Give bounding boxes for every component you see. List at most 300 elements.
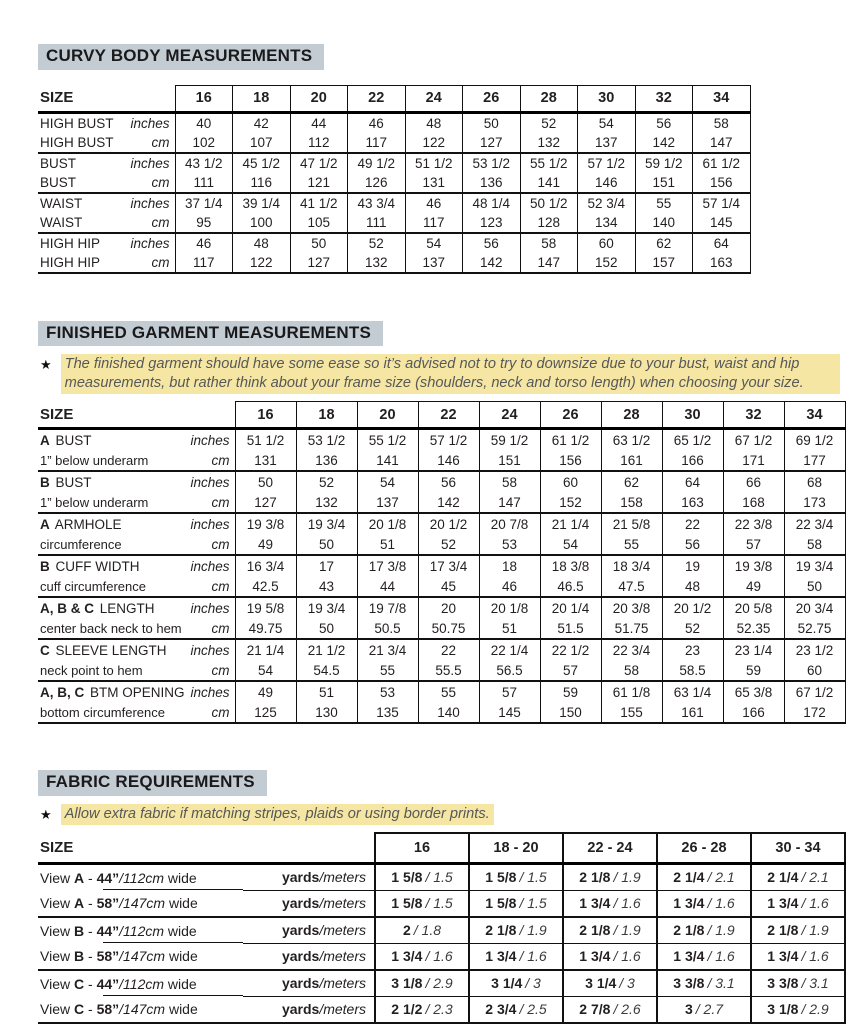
row-sublabel: HIGH HIP [40, 254, 101, 270]
value-cell-inches: 22 3/4 [784, 513, 845, 534]
yards-value: 1 3/4 [673, 948, 705, 965]
unit-inches-label: inches [130, 235, 170, 251]
value-cell-inches: 52 [296, 471, 357, 492]
value-cell-inches: 19 3/4 [296, 513, 357, 534]
value-cell-cm: 48 [662, 576, 723, 597]
meters-value: / 2.1 [801, 869, 829, 886]
value-cell-cm: 112 [290, 133, 348, 153]
yardage-cell [375, 863, 469, 890]
value-cell-cm: 136 [463, 173, 521, 193]
value-cell-cm: 146 [418, 450, 479, 471]
row-label [40, 559, 139, 574]
garment-note-text: The finished garment should have some ease so it’s advised not to try to downsize due to your bust, waist and hip measurements, but rather think about your frame size (shoulders, neck and torso length) when choosing your size. [61, 354, 840, 394]
value-cell-inches: 19 7/8 [357, 597, 418, 618]
value-cell-inches: 58 [520, 233, 578, 253]
size-column-header: 26 [463, 85, 521, 112]
value-cell-cm: 142 [463, 253, 521, 273]
value-cell-cm: 128 [520, 213, 578, 233]
fabric-width-inches: 58” [96, 1001, 120, 1018]
fabric-row-label [38, 943, 243, 970]
size-column-header: 24 [405, 85, 463, 112]
value-cell-cm: 136 [296, 450, 357, 471]
view-prefix: View [40, 948, 74, 965]
value-cell-inches: 21 1/4 [540, 513, 601, 534]
size-column-header: 26 [540, 402, 601, 429]
row-label-line [38, 643, 235, 658]
value-cell-inches: 21 1/2 [296, 639, 357, 660]
meters-value: / 1.6 [801, 948, 829, 965]
value-cell-inches: 43 1/2 [175, 153, 233, 173]
value-cell-inches: 57 1/2 [418, 429, 479, 451]
unit-cm-label: cm [151, 254, 170, 270]
unit-cm-label: cm [151, 174, 170, 190]
measurement-row-inches [38, 193, 750, 213]
value-cell-inches: 19 3/4 [296, 597, 357, 618]
value-cell-cm: 141 [357, 450, 418, 471]
value-cell-inches: 61 1/2 [693, 153, 751, 173]
yardage-cell [563, 996, 657, 1023]
meters-value: / 1.6 [425, 948, 453, 965]
fabric-width-suffix: wide [164, 922, 197, 939]
meters-value: / 1.6 [519, 948, 547, 965]
value-cell-inches: 46 [175, 233, 233, 253]
row-label [40, 517, 122, 532]
yards-value: 1 3/4 [673, 895, 705, 912]
meters-value: / 1.5 [425, 895, 453, 912]
yardage-cell [657, 863, 751, 890]
value-cell-inches: 22 [662, 513, 723, 534]
value-cell-cm: 131 [235, 450, 296, 471]
measurement-row-inches [38, 112, 750, 133]
value-cell-cm: 132 [296, 492, 357, 513]
yards-meters-label [243, 996, 375, 1023]
value-cell-inches: 23 [662, 639, 723, 660]
meters-label: /meters [319, 1001, 366, 1018]
value-cell-cm: 173 [784, 492, 845, 513]
yards-value: 2 1/4 [767, 869, 799, 886]
value-cell-cm: 117 [405, 213, 463, 233]
yards-value: 2 1/2 [391, 1001, 423, 1018]
value-cell-cm: 125 [235, 702, 296, 723]
value-cell-cm: 145 [693, 213, 751, 233]
meters-value: / 1.9 [613, 922, 641, 939]
yards-meters-label [243, 970, 375, 997]
value-cell-cm: 172 [784, 702, 845, 723]
garment-note [40, 354, 840, 394]
value-cell-inches: 48 1/4 [463, 193, 521, 213]
value-cell-cm: 137 [357, 492, 418, 513]
value-cell-inches: 50 1/2 [520, 193, 578, 213]
row-sublabel-line [38, 135, 175, 150]
fabric-width-cm: /112cm [119, 922, 165, 939]
measurement-row-inches [38, 513, 845, 534]
value-cell-inches: 21 1/4 [235, 639, 296, 660]
row-sublabel: BUST [40, 174, 77, 190]
row-label-line [38, 517, 235, 532]
value-cell-cm: 107 [233, 133, 291, 153]
value-cell-inches: 59 1/2 [635, 153, 693, 173]
yardage-cell [657, 943, 751, 970]
row-sublabel: neck point to hem [40, 662, 143, 678]
view-prefix: View [40, 895, 74, 912]
meters-value: / 1.6 [613, 895, 641, 912]
value-cell-cm: 52 [662, 618, 723, 639]
value-cell-cm: 52 [418, 534, 479, 555]
meters-value: / 2.9 [801, 1001, 829, 1018]
row-sublabel-line [38, 215, 175, 230]
value-cell-cm: 177 [784, 450, 845, 471]
meters-value: / 1.6 [801, 895, 829, 912]
value-cell-inches: 49 [235, 681, 296, 702]
meters-value: / 1.8 [413, 922, 442, 939]
value-cell-cm: 122 [233, 253, 291, 273]
yards-value: 3 1/4 [585, 975, 617, 992]
view-separator: - [84, 869, 97, 886]
yardage-cell [375, 970, 469, 997]
value-cell-inches: 19 [662, 555, 723, 576]
yards-value: 2 1/8 [579, 922, 611, 939]
value-cell-inches: 19 5/8 [235, 597, 296, 618]
curvy-body-measurements-table [38, 85, 751, 274]
meters-value: / 1.6 [707, 895, 735, 912]
unit-inches-label: inches [130, 155, 170, 171]
row-label-bold: A [40, 432, 50, 448]
value-cell-cm: 46 [479, 576, 540, 597]
value-cell-cm: 127 [235, 492, 296, 513]
size-column-header: 28 [520, 85, 578, 112]
measurement-row-inches [38, 153, 750, 173]
view-separator: - [84, 922, 97, 939]
value-cell-cm: 126 [348, 173, 406, 193]
row-label [40, 601, 155, 616]
value-cell-inches: 51 1/2 [405, 153, 463, 173]
value-cell-cm: 52.35 [723, 618, 784, 639]
row-label-rest: ARMHOLE [51, 516, 122, 532]
value-cell-inches: 57 [479, 681, 540, 702]
value-cell-cm: 50 [784, 576, 845, 597]
meters-label: /meters [319, 975, 366, 992]
fabric-note [40, 804, 840, 825]
measurement-row-inches [38, 681, 845, 702]
section-fabric-requirements [38, 770, 851, 796]
unit-cm-label: cm [211, 620, 230, 636]
value-cell-inches: 45 1/2 [233, 153, 291, 173]
view-letter: C [73, 975, 85, 992]
value-cell-inches: 56 [635, 112, 693, 133]
value-cell-cm: 166 [723, 702, 784, 723]
value-cell-inches: 39 1/4 [233, 193, 291, 213]
view-letter: C [73, 1001, 85, 1018]
measurement-row-cm [38, 702, 845, 723]
row-label-line [38, 116, 175, 131]
measurement-row-inches [38, 429, 845, 451]
unit-inches-label: inches [130, 195, 170, 211]
fabric-width-inches: 44” [96, 869, 120, 886]
yards-value: 3 [684, 1001, 693, 1018]
yardage-cell [751, 996, 845, 1023]
yardage-cell [469, 996, 563, 1023]
value-cell-inches: 64 [693, 233, 751, 253]
value-cell-inches: 53 [357, 681, 418, 702]
table-header-row [38, 402, 845, 429]
view-prefix: View [40, 869, 74, 886]
yards-value: 1 5/8 [391, 895, 423, 912]
view-separator: - [84, 1001, 97, 1018]
measurement-row-cm [38, 213, 750, 233]
yardage-cell [375, 996, 469, 1023]
value-cell-cm: 147 [520, 253, 578, 273]
measurement-row-inches [38, 233, 750, 253]
value-cell-inches: 46 [405, 193, 463, 213]
size-column-header: 30 [662, 402, 723, 429]
view-separator: - [84, 895, 97, 912]
value-cell-cm: 140 [418, 702, 479, 723]
value-cell-inches: 54 [405, 233, 463, 253]
value-cell-cm: 55 [357, 660, 418, 681]
yards-value: 1 3/4 [767, 895, 799, 912]
value-cell-cm: 49.75 [235, 618, 296, 639]
value-cell-cm: 142 [418, 492, 479, 513]
value-cell-cm: 135 [357, 702, 418, 723]
value-cell-inches: 41 1/2 [290, 193, 348, 213]
value-cell-cm: 137 [578, 133, 636, 153]
value-cell-inches: 22 1/2 [540, 639, 601, 660]
view-separator: - [84, 975, 97, 992]
yardage-cell [657, 970, 751, 997]
value-cell-cm: 102 [175, 133, 233, 153]
yardage-cell [751, 863, 845, 890]
row-label-rest: BTM OPENING [86, 684, 185, 700]
yards-meters-label [243, 917, 375, 944]
meters-label: /meters [319, 948, 366, 965]
value-cell-cm: 45 [418, 576, 479, 597]
fabric-row [38, 996, 845, 1023]
yardage-cell [375, 917, 469, 944]
view-prefix: View [40, 922, 74, 939]
value-cell-cm: 152 [540, 492, 601, 513]
size-column-header: 20 [290, 85, 348, 112]
unit-cm-label: cm [211, 494, 230, 510]
value-cell-cm: 123 [463, 213, 521, 233]
star-icon: ★ [40, 357, 52, 373]
row-label-bold: A [40, 516, 50, 532]
yards-value: 2 1/8 [579, 869, 611, 886]
fabric-width-inches: 58” [96, 948, 120, 965]
row-label-bold: B [40, 558, 50, 574]
value-cell-inches: 56 [463, 233, 521, 253]
value-cell-cm: 127 [290, 253, 348, 273]
value-cell-inches: 23 1/4 [723, 639, 784, 660]
unit-cm-label: cm [211, 578, 230, 594]
value-cell-cm: 50 [296, 618, 357, 639]
yards-meters-label [243, 863, 375, 890]
section-curvy-body-measurements [38, 44, 851, 70]
value-cell-cm: 60 [784, 660, 845, 681]
value-cell-inches: 55 [418, 681, 479, 702]
value-cell-cm: 127 [463, 133, 521, 153]
value-cell-cm: 55.5 [418, 660, 479, 681]
value-cell-inches: 20 1/8 [357, 513, 418, 534]
unit-cm-label: cm [211, 704, 230, 720]
row-label-rest: BUST [51, 432, 92, 448]
meters-label: /meters [319, 869, 366, 886]
value-cell-inches: 37 1/4 [175, 193, 233, 213]
value-cell-cm: 58 [601, 660, 662, 681]
value-cell-cm: 51.75 [601, 618, 662, 639]
row-sublabel: WAIST [40, 214, 83, 230]
yards-value: 2 1/8 [673, 922, 705, 939]
table-header-row [38, 833, 845, 864]
measurement-row-cm [38, 576, 845, 597]
row-label-line [38, 685, 235, 700]
meters-value: / 1.9 [707, 922, 735, 939]
yards-value: 2 7/8 [579, 1001, 611, 1018]
value-cell-cm: 57 [540, 660, 601, 681]
row-label: WAIST [40, 195, 83, 211]
measurement-row-cm [38, 173, 750, 193]
row-sublabel: cuff circumference [40, 578, 146, 594]
meters-value: / 2.3 [425, 1001, 453, 1018]
section-title-finished-garment: FINISHED GARMENT MEASUREMENTS [38, 321, 383, 347]
unit-cm-label: cm [211, 536, 230, 552]
value-cell-inches: 20 3/8 [601, 597, 662, 618]
value-cell-inches: 58 [693, 112, 751, 133]
view-separator: - [84, 948, 97, 965]
value-cell-inches: 49 1/2 [348, 153, 406, 173]
value-cell-inches: 20 1/4 [540, 597, 601, 618]
value-cell-cm: 47.5 [601, 576, 662, 597]
value-cell-inches: 16 3/4 [235, 555, 296, 576]
fabric-row-label [38, 996, 243, 1023]
yards-label: yards [281, 1001, 320, 1018]
yardage-cell [657, 996, 751, 1023]
value-cell-inches: 61 1/2 [540, 429, 601, 451]
row-sublabel: 1” below underarm [40, 494, 149, 510]
yards-value: 1 3/4 [767, 948, 799, 965]
value-cell-inches: 18 3/4 [601, 555, 662, 576]
size-column-header: 16 [175, 85, 233, 112]
row-sublabel-line [38, 705, 235, 720]
value-cell-cm: 43 [296, 576, 357, 597]
star-icon: ★ [40, 807, 52, 822]
value-cell-cm: 116 [233, 173, 291, 193]
value-cell-inches: 57 1/2 [578, 153, 636, 173]
view-prefix: View [40, 975, 74, 992]
value-cell-cm: 151 [635, 173, 693, 193]
value-cell-cm: 132 [520, 133, 578, 153]
value-cell-inches: 65 3/8 [723, 681, 784, 702]
value-cell-inches: 47 1/2 [290, 153, 348, 173]
yards-value: 3 1/4 [491, 975, 523, 992]
value-cell-inches: 68 [784, 471, 845, 492]
value-cell-inches: 60 [540, 471, 601, 492]
fabric-width-suffix: wide [165, 895, 198, 912]
value-cell-inches: 62 [601, 471, 662, 492]
row-label [40, 643, 167, 658]
fabric-width-suffix: wide [165, 948, 198, 965]
fabric-width-cm: /147cm [119, 1001, 166, 1018]
value-cell-cm: 100 [233, 213, 291, 233]
row-sublabel-line [38, 495, 235, 510]
unit-inches-label: inches [190, 642, 230, 658]
yardage-cell [563, 890, 657, 917]
yardage-cell [563, 917, 657, 944]
value-cell-inches: 67 1/2 [784, 681, 845, 702]
yardage-cell [375, 943, 469, 970]
value-cell-inches: 64 [662, 471, 723, 492]
value-cell-inches: 19 3/4 [784, 555, 845, 576]
value-cell-cm: 111 [175, 173, 233, 193]
value-cell-inches: 50 [290, 233, 348, 253]
yards-value: 3 3/8 [767, 975, 799, 992]
size-column-header: 20 [357, 402, 418, 429]
row-label [40, 433, 92, 448]
fabric-width-suffix: wide [164, 869, 197, 886]
meters-value: / 2.5 [519, 1001, 547, 1018]
yards-value: 1 5/8 [485, 895, 517, 912]
meters-label: /meters [319, 922, 366, 939]
value-cell-cm: 158 [601, 492, 662, 513]
value-cell-cm: 56 [662, 534, 723, 555]
value-cell-cm: 54.5 [296, 660, 357, 681]
yards-value: 2 [402, 922, 411, 939]
value-cell-cm: 151 [479, 450, 540, 471]
size-range-column-header: 16 [375, 833, 469, 864]
value-cell-inches: 44 [290, 112, 348, 133]
yards-label: yards [281, 922, 320, 939]
row-sublabel: circumference [40, 536, 122, 552]
value-cell-inches: 21 5/8 [601, 513, 662, 534]
row-sublabel-line [38, 663, 235, 678]
value-cell-cm: 140 [635, 213, 693, 233]
size-column-header: 18 [233, 85, 291, 112]
value-cell-cm: 49 [723, 576, 784, 597]
yards-value: 2 1/8 [485, 922, 517, 939]
row-label [40, 685, 185, 700]
section-title-curvy-body: CURVY BODY MEASUREMENTS [38, 44, 324, 70]
meters-value: / 2.7 [695, 1001, 724, 1018]
size-column-header: 28 [601, 402, 662, 429]
meters-value: / 1.5 [519, 895, 547, 912]
fabric-width-inches: 44” [96, 922, 120, 939]
fabric-row [38, 970, 845, 997]
row-sublabel-line [38, 453, 235, 468]
value-cell-cm: 50.75 [418, 618, 479, 639]
value-cell-cm: 122 [405, 133, 463, 153]
size-column-header: 32 [635, 85, 693, 112]
measurement-row-cm [38, 253, 750, 273]
value-cell-inches: 18 3/8 [540, 555, 601, 576]
value-cell-inches: 17 3/4 [418, 555, 479, 576]
row-sublabel-line [38, 537, 235, 552]
value-cell-cm: 150 [540, 702, 601, 723]
yards-label: yards [281, 869, 320, 886]
yardage-cell [563, 970, 657, 997]
value-cell-cm: 57 [723, 534, 784, 555]
value-cell-cm: 146 [578, 173, 636, 193]
fabric-note-text: Allow extra fabric if matching stripes, plaids or using border prints. [61, 804, 494, 825]
yardage-cell [375, 890, 469, 917]
yardage-cell [469, 917, 563, 944]
value-cell-cm: 53 [479, 534, 540, 555]
view-prefix: View [40, 1001, 74, 1018]
row-sublabel-line [38, 621, 235, 636]
yards-label: yards [281, 895, 320, 912]
row-label: BUST [40, 155, 77, 171]
yards-value: 1 3/4 [391, 948, 423, 965]
value-cell-inches: 63 1/4 [662, 681, 723, 702]
value-cell-cm: 121 [290, 173, 348, 193]
